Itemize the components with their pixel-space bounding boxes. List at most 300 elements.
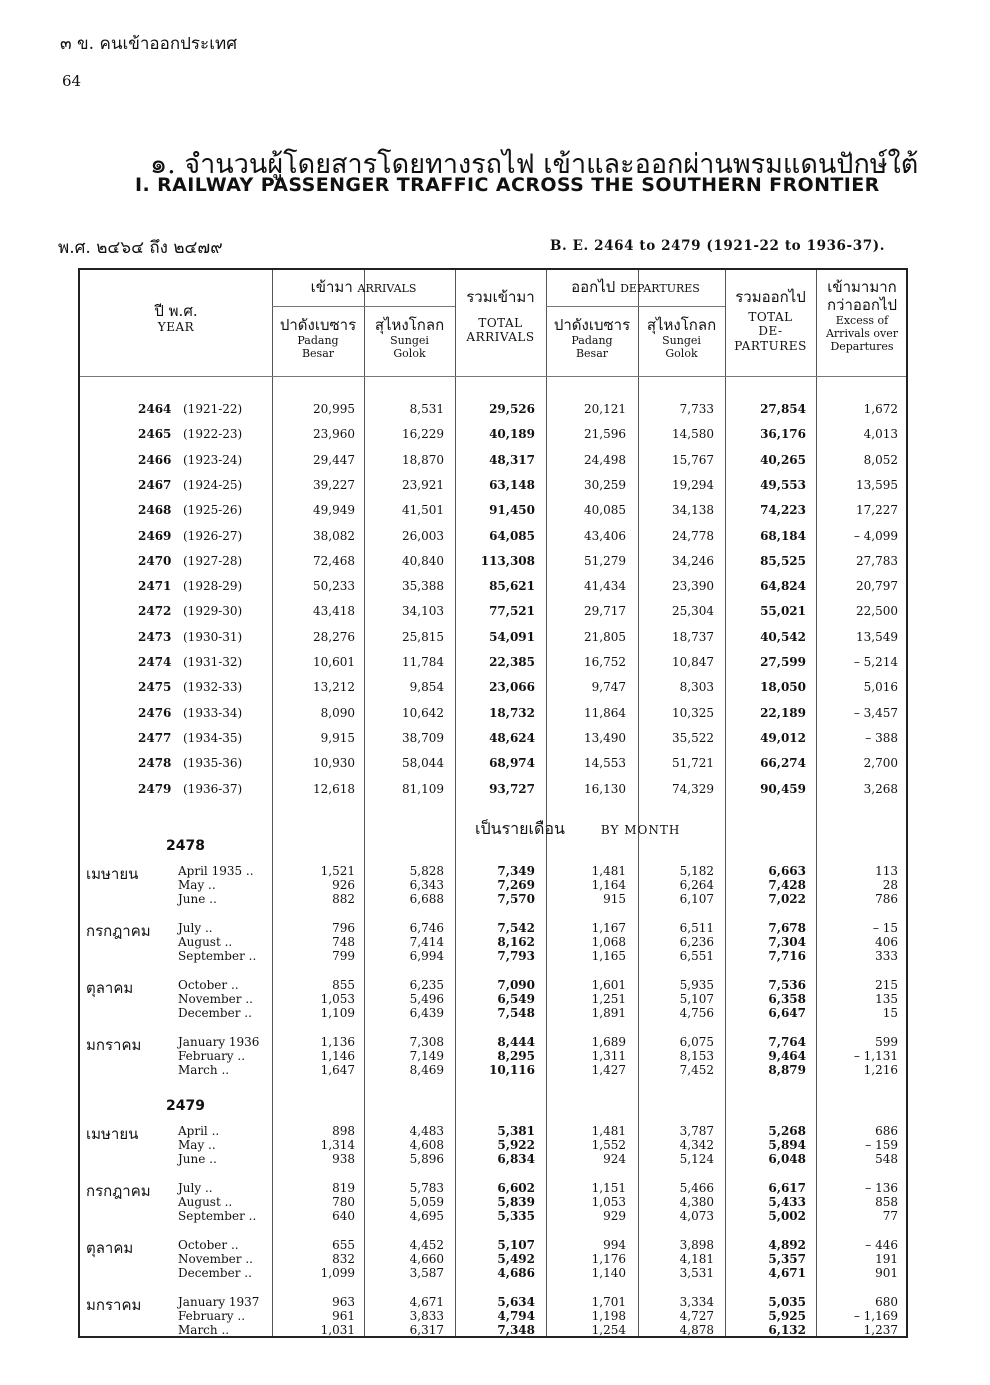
- month-label: January 1937: [178, 1295, 260, 1309]
- table-cell: 8,444: [497, 1035, 535, 1049]
- year-be: 2469: [138, 528, 172, 543]
- month-label: September ..: [178, 949, 257, 963]
- table-cell: 10,116: [489, 1063, 535, 1077]
- table-cell: 13,212: [313, 680, 355, 695]
- month-block-year: 2478: [166, 838, 205, 854]
- table-cell: 11,864: [584, 705, 626, 720]
- table-cell: 16,130: [584, 781, 626, 796]
- quarter-label-thai: เมษายน: [86, 865, 139, 883]
- table-cell: 77: [882, 1209, 898, 1223]
- table-cell: – 388: [865, 730, 898, 745]
- table-cell: 6,617: [768, 1181, 806, 1195]
- table-cell: 1,216: [863, 1063, 898, 1077]
- table-cell: 1,481: [591, 864, 626, 878]
- table-cell: 7,414: [409, 935, 444, 949]
- table-cell: 26,003: [402, 528, 444, 543]
- by-month-english: BY MONTH: [600, 823, 681, 837]
- table-cell: 1,109: [320, 1006, 355, 1020]
- table-cell: 4,892: [768, 1238, 806, 1252]
- year-be: 2472: [138, 604, 172, 619]
- table-cell: 7,570: [497, 892, 535, 906]
- month-label: November ..: [178, 1252, 253, 1266]
- table-cell: 14,553: [584, 756, 626, 771]
- table-cell: 4,452: [409, 1238, 444, 1252]
- table-cell: 5,124: [679, 1152, 714, 1166]
- year-ce: (1931-32): [183, 655, 243, 669]
- table-cell: 34,246: [672, 553, 714, 568]
- table-cell: 8,052: [863, 452, 898, 467]
- table-cell: 15: [882, 1006, 898, 1020]
- table-cell: 51,721: [672, 756, 714, 771]
- table-cell: 5,935: [679, 978, 714, 992]
- by-month-label: [475, 819, 681, 838]
- table-cell: 27,599: [760, 655, 806, 669]
- year-ce: (1934-35): [183, 730, 243, 745]
- table-cell: 6,511: [679, 921, 714, 935]
- month-label: January 1936: [178, 1035, 260, 1049]
- year-ce: (1936-37): [183, 781, 243, 796]
- table-cell: 5,016: [863, 680, 898, 695]
- table-cell: 23,921: [402, 477, 444, 492]
- table-cell: 686: [875, 1124, 898, 1138]
- table-cell: 4,483: [409, 1124, 444, 1138]
- header-rule: [546, 306, 725, 307]
- table-cell: 7,793: [497, 949, 535, 963]
- page-number: 64: [62, 72, 82, 90]
- quarter-label-thai: มกราคม: [86, 1296, 142, 1314]
- table-cell: 27,854: [760, 402, 806, 416]
- table-cell: 34,138: [672, 503, 714, 518]
- table-cell: 24,498: [584, 452, 626, 467]
- header-excess: เข้ามามาก กว่าออกไป Excess of Arrivals over Departures: [825, 278, 898, 354]
- table-cell: 8,531: [409, 402, 444, 416]
- table-cell: 5,828: [409, 864, 444, 878]
- table-cell: 18,050: [760, 680, 806, 695]
- table-cell: 5,496: [409, 992, 444, 1006]
- table-cell: 36,176: [760, 427, 806, 442]
- table-cell: 20,995: [313, 402, 355, 416]
- table-cell: 9,747: [591, 680, 626, 695]
- table-cell: 1,136: [320, 1035, 355, 1049]
- table-cell: 6,235: [409, 978, 444, 992]
- table-cell: 5,896: [409, 1152, 444, 1166]
- table-cell: 11,784: [402, 655, 444, 669]
- table-cell: 28,276: [313, 629, 355, 644]
- table-cell: 1,164: [591, 878, 626, 892]
- table-cell: – 15: [872, 921, 898, 935]
- table-cell: 855: [332, 978, 355, 992]
- year-be: 2475: [138, 680, 172, 695]
- by-month-thai: เป็นรายเดือน: [475, 819, 565, 838]
- header-departures: ออกไป DEPARTURES: [571, 278, 700, 296]
- quarter-label-thai: เมษายน: [86, 1125, 139, 1143]
- table-cell: 8,879: [768, 1063, 806, 1077]
- table-cell: 6,132: [768, 1323, 806, 1337]
- table-cell: 5,894: [768, 1138, 806, 1152]
- table-cell: 40,189: [489, 427, 535, 442]
- table-cell: 5,357: [768, 1252, 806, 1266]
- table-cell: 8,153: [679, 1049, 714, 1063]
- table-cell: 39,227: [313, 477, 355, 492]
- table-cell: 1,311: [591, 1049, 626, 1063]
- table-cell: 5,268: [768, 1124, 806, 1138]
- table-cell: 7,428: [768, 878, 806, 892]
- table-cell: 4,727: [679, 1309, 714, 1323]
- year-ce: (1932-33): [183, 680, 243, 695]
- table-cell: 924: [603, 1152, 626, 1166]
- table-cell: 1,146: [320, 1049, 355, 1063]
- quarter-label-thai: กรกฎาคม: [86, 1182, 151, 1200]
- month-label: August ..: [178, 935, 233, 949]
- table-cell: 915: [603, 892, 626, 906]
- table-cell: 25,304: [672, 604, 714, 619]
- table-cell: 113: [875, 864, 898, 878]
- table-cell: 5,002: [768, 1209, 806, 1223]
- table-cell: 1,167: [591, 921, 626, 935]
- table-cell: 10,325: [672, 705, 714, 720]
- table-cell: 6,264: [679, 878, 714, 892]
- table-cell: 40,542: [760, 629, 806, 644]
- table-cell: 25,815: [402, 629, 444, 644]
- table-cell: 3,531: [679, 1266, 714, 1280]
- header-arrivals-sungei: สุไหงโกลก Sungei Golok: [374, 316, 445, 361]
- table-cell: – 3,457: [853, 705, 898, 720]
- table-cell: 7,678: [768, 921, 806, 935]
- header-departures-sungei: สุไหงโกลก Sungei Golok: [646, 316, 717, 361]
- table-cell: 64,085: [489, 528, 535, 543]
- table-cell: 41,434: [584, 579, 626, 594]
- table-cell: 35,388: [402, 579, 444, 594]
- table-cell: 832: [332, 1252, 355, 1266]
- month-label: August ..: [178, 1195, 233, 1209]
- table-cell: 15,767: [672, 452, 714, 467]
- table-cell: 7,269: [497, 878, 535, 892]
- header-rule: [272, 306, 455, 307]
- table-cell: 748: [332, 935, 355, 949]
- table-cell: 13,549: [856, 629, 898, 644]
- table-cell: 796: [332, 921, 355, 935]
- year-ce: (1926-27): [183, 528, 243, 543]
- table-cell: 7,536: [768, 978, 806, 992]
- table-cell: 8,303: [679, 680, 714, 695]
- year-ce: (1921-22): [183, 402, 243, 416]
- table-cell: – 446: [865, 1238, 898, 1252]
- year-be: 2468: [138, 503, 172, 518]
- table-cell: 333: [875, 949, 898, 963]
- table-cell: 66,274: [760, 756, 806, 771]
- table-cell: 21,805: [584, 629, 626, 644]
- table-cell: 43,406: [584, 528, 626, 543]
- table-cell: 799: [332, 949, 355, 963]
- year-ce: (1933-34): [183, 705, 243, 720]
- year-be: 2464: [138, 402, 172, 416]
- table-cell: 50,233: [313, 579, 355, 594]
- table-cell: 4,013: [863, 427, 898, 442]
- table-cell: 18,870: [402, 452, 444, 467]
- year-ce: (1922-23): [183, 427, 243, 442]
- table-cell: 1,689: [591, 1035, 626, 1049]
- table-cell: 5,634: [497, 1295, 535, 1309]
- table-cell: 29,717: [584, 604, 626, 619]
- table-cell: 29,447: [313, 452, 355, 467]
- table-cell: 8,162: [497, 935, 535, 949]
- table-cell: 20,797: [856, 579, 898, 594]
- table-cell: 74,329: [672, 781, 714, 796]
- table-cell: 6,549: [497, 992, 535, 1006]
- table-cell: 1,701: [591, 1295, 626, 1309]
- year-ce: (1925-26): [183, 503, 243, 518]
- table-cell: 9,854: [409, 680, 444, 695]
- table-cell: 5,059: [409, 1195, 444, 1209]
- month-label: February ..: [178, 1309, 246, 1323]
- table-cell: 77,521: [489, 604, 535, 619]
- table-cell: 1,151: [591, 1181, 626, 1195]
- table-cell: 22,500: [856, 604, 898, 619]
- table-cell: 28: [882, 878, 898, 892]
- quarter-label-thai: ตุลาคม: [86, 979, 134, 997]
- table-cell: 1,237: [863, 1323, 898, 1337]
- table-cell: 680: [875, 1295, 898, 1309]
- table-cell: 7,764: [768, 1035, 806, 1049]
- table-cell: 780: [332, 1195, 355, 1209]
- table-cell: – 4,099: [853, 528, 898, 543]
- table-cell: 1,672: [863, 402, 898, 416]
- table-cell: 5,107: [497, 1238, 535, 1252]
- table-cell: 1,521: [320, 864, 355, 878]
- table-cell: 30,259: [584, 477, 626, 492]
- month-block-year: 2479: [166, 1098, 205, 1114]
- year-ce: (1929-30): [183, 604, 243, 619]
- year-be: 2476: [138, 705, 172, 720]
- table-cell: 1,481: [591, 1124, 626, 1138]
- table-cell: 191: [875, 1252, 898, 1266]
- table-cell: 51,279: [584, 553, 626, 568]
- table-cell: 7,548: [497, 1006, 535, 1020]
- table-cell: 8,090: [320, 705, 355, 720]
- table-cell: 655: [332, 1238, 355, 1252]
- table-cell: 58,044: [402, 756, 444, 771]
- table-cell: 6,317: [409, 1323, 444, 1337]
- table-cell: 6,439: [409, 1006, 444, 1020]
- table-cell: 93,727: [489, 781, 535, 796]
- table-cell: 6,343: [409, 878, 444, 892]
- quarter-label-thai: มกราคม: [86, 1036, 142, 1054]
- table-cell: 5,922: [497, 1138, 535, 1152]
- year-be: 2471: [138, 579, 172, 594]
- year-be: 2477: [138, 730, 172, 745]
- month-label: July ..: [178, 1181, 213, 1195]
- year-ce: (1928-29): [183, 579, 243, 594]
- table-cell: 1,427: [591, 1063, 626, 1077]
- table-cell: 29,526: [489, 402, 535, 416]
- header-bottom-rule: [80, 376, 906, 377]
- table-cell: 18,737: [672, 629, 714, 644]
- table-cell: 22,385: [489, 655, 535, 669]
- month-label: June ..: [178, 1152, 217, 1166]
- table-cell: 6,236: [679, 935, 714, 949]
- table-cell: 406: [875, 935, 898, 949]
- table-cell: 1,254: [591, 1323, 626, 1337]
- table-cell: 24,778: [672, 528, 714, 543]
- table-cell: – 1,131: [853, 1049, 898, 1063]
- table-cell: 23,066: [489, 680, 535, 695]
- month-label: July ..: [178, 921, 213, 935]
- table-cell: 16,229: [402, 427, 444, 442]
- table-cell: 74,223: [760, 503, 806, 518]
- table-cell: 20,121: [584, 402, 626, 416]
- table-cell: 4,181: [679, 1252, 714, 1266]
- table-cell: 135: [875, 992, 898, 1006]
- table-cell: 68,974: [489, 756, 535, 771]
- year-be: 2470: [138, 553, 172, 568]
- table-cell: 5,783: [409, 1181, 444, 1195]
- table-cell: 1,140: [591, 1266, 626, 1280]
- table-cell: 10,930: [313, 756, 355, 771]
- table-cell: 6,834: [497, 1152, 535, 1166]
- table-cell: 4,660: [409, 1252, 444, 1266]
- table-cell: 640: [332, 1209, 355, 1223]
- year-be: 2466: [138, 452, 172, 467]
- year-be: 2473: [138, 629, 172, 644]
- table-cell: 4,671: [768, 1266, 806, 1280]
- table-cell: 4,342: [679, 1138, 714, 1152]
- table-cell: 91,450: [489, 503, 535, 518]
- table-cell: 7,733: [679, 402, 714, 416]
- table-cell: 7,308: [409, 1035, 444, 1049]
- table-cell: 17,227: [856, 503, 898, 518]
- table-cell: 10,847: [672, 655, 714, 669]
- table-cell: 4,878: [679, 1323, 714, 1337]
- table-cell: 4,608: [409, 1138, 444, 1152]
- table-cell: 38,709: [402, 730, 444, 745]
- table-cell: 3,833: [409, 1309, 444, 1323]
- header-arrivals: เข้ามา ARRIVALS: [310, 278, 417, 296]
- table-cell: 926: [332, 878, 355, 892]
- table-cell: 49,949: [313, 503, 355, 518]
- table-cell: 41,501: [402, 503, 444, 518]
- table-cell: 7,022: [768, 892, 806, 906]
- table-cell: 4,686: [497, 1266, 535, 1280]
- table-cell: 3,587: [409, 1266, 444, 1280]
- year-be: 2465: [138, 427, 172, 442]
- header-year: ปี พ.ศ. YEAR: [154, 302, 198, 334]
- month-label: September ..: [178, 1209, 257, 1223]
- header-departures-padang: ปาดังเบซาร Padang Besar: [553, 316, 631, 361]
- month-label: March ..: [178, 1063, 230, 1077]
- table-cell: 7,452: [679, 1063, 714, 1077]
- table-cell: 1,251: [591, 992, 626, 1006]
- table-cell: 3,787: [679, 1124, 714, 1138]
- table-cell: – 1,169: [853, 1309, 898, 1323]
- table-cell: 27,783: [856, 553, 898, 568]
- year-be: 2467: [138, 477, 172, 492]
- table-cell: 5,839: [497, 1195, 535, 1209]
- table-cell: 54,091: [489, 629, 535, 644]
- table-cell: 1,053: [591, 1195, 626, 1209]
- year-ce: (1924-25): [183, 477, 243, 492]
- table-cell: 23,960: [313, 427, 355, 442]
- table-cell: 18,732: [489, 705, 535, 720]
- table-cell: 5,335: [497, 1209, 535, 1223]
- month-label: April 1935 ..: [178, 864, 254, 878]
- table-cell: 19,294: [672, 477, 714, 492]
- table-cell: 2,700: [863, 756, 898, 771]
- table-cell: 81,109: [402, 781, 444, 796]
- header-arrivals-padang: ปาดังเบซาร Padang Besar: [279, 316, 357, 361]
- table-cell: 113,308: [480, 553, 535, 568]
- table-cell: 38,082: [313, 528, 355, 543]
- table-cell: – 5,214: [853, 655, 898, 669]
- year-ce: (1923-24): [183, 452, 243, 467]
- table-cell: 5,466: [679, 1181, 714, 1195]
- table-cell: 858: [875, 1195, 898, 1209]
- table-cell: 34,103: [402, 604, 444, 619]
- table-cell: 8,295: [497, 1049, 535, 1063]
- table-cell: 72,468: [313, 553, 355, 568]
- table-cell: 14,580: [672, 427, 714, 442]
- table-cell: – 159: [865, 1138, 898, 1152]
- table-cell: 3,334: [679, 1295, 714, 1309]
- year-ce: (1930-31): [183, 629, 243, 644]
- table-cell: 929: [603, 1209, 626, 1223]
- table-cell: 5,925: [768, 1309, 806, 1323]
- table-cell: 55,021: [760, 604, 806, 619]
- table-cell: 68,184: [760, 528, 806, 543]
- table-cell: 13,490: [584, 730, 626, 745]
- table-cell: 6,602: [497, 1181, 535, 1195]
- table-cell: 7,348: [497, 1323, 535, 1337]
- traffic-table: [78, 268, 908, 1338]
- table-cell: 10,642: [402, 705, 444, 720]
- month-label: April ..: [178, 1124, 220, 1138]
- table-cell: 43,418: [313, 604, 355, 619]
- header-total-departures: รวมออกไป TOTAL DE- PARTURES: [734, 288, 807, 353]
- table-cell: 5,381: [497, 1124, 535, 1138]
- table-cell: 1,601: [591, 978, 626, 992]
- table-cell: 6,746: [409, 921, 444, 935]
- table-cell: 8,469: [409, 1063, 444, 1077]
- section-heading: ๓ ข. คนเข้าออกประเทศ: [60, 34, 237, 54]
- table-cell: 548: [875, 1152, 898, 1166]
- table-cell: 85,525: [760, 553, 806, 568]
- table-cell: 35,522: [672, 730, 714, 745]
- table-cell: 6,107: [679, 892, 714, 906]
- table-cell: 49,553: [760, 477, 806, 492]
- table-cell: 819: [332, 1181, 355, 1195]
- month-label: December ..: [178, 1006, 252, 1020]
- table-cell: 4,380: [679, 1195, 714, 1209]
- table-cell: 6,551: [679, 949, 714, 963]
- table-cell: 1,053: [320, 992, 355, 1006]
- year-be: 2478: [138, 756, 172, 771]
- table-cell: 6,663: [768, 864, 806, 878]
- table-cell: 5,492: [497, 1252, 535, 1266]
- table-cell: 3,898: [679, 1238, 714, 1252]
- table-cell: 898: [332, 1124, 355, 1138]
- table-cell: 21,596: [584, 427, 626, 442]
- month-label: October ..: [178, 1238, 239, 1252]
- table-cell: 1,314: [320, 1138, 355, 1152]
- quarter-label-thai: กรกฎาคม: [86, 922, 151, 940]
- table-cell: 6,994: [409, 949, 444, 963]
- table-cell: 6,075: [679, 1035, 714, 1049]
- table-cell: 4,073: [679, 1209, 714, 1223]
- table-cell: 48,317: [489, 452, 535, 467]
- month-label: February ..: [178, 1049, 246, 1063]
- table-cell: 40,265: [760, 452, 806, 467]
- year-be: 2479: [138, 781, 172, 796]
- table-cell: 6,647: [768, 1006, 806, 1020]
